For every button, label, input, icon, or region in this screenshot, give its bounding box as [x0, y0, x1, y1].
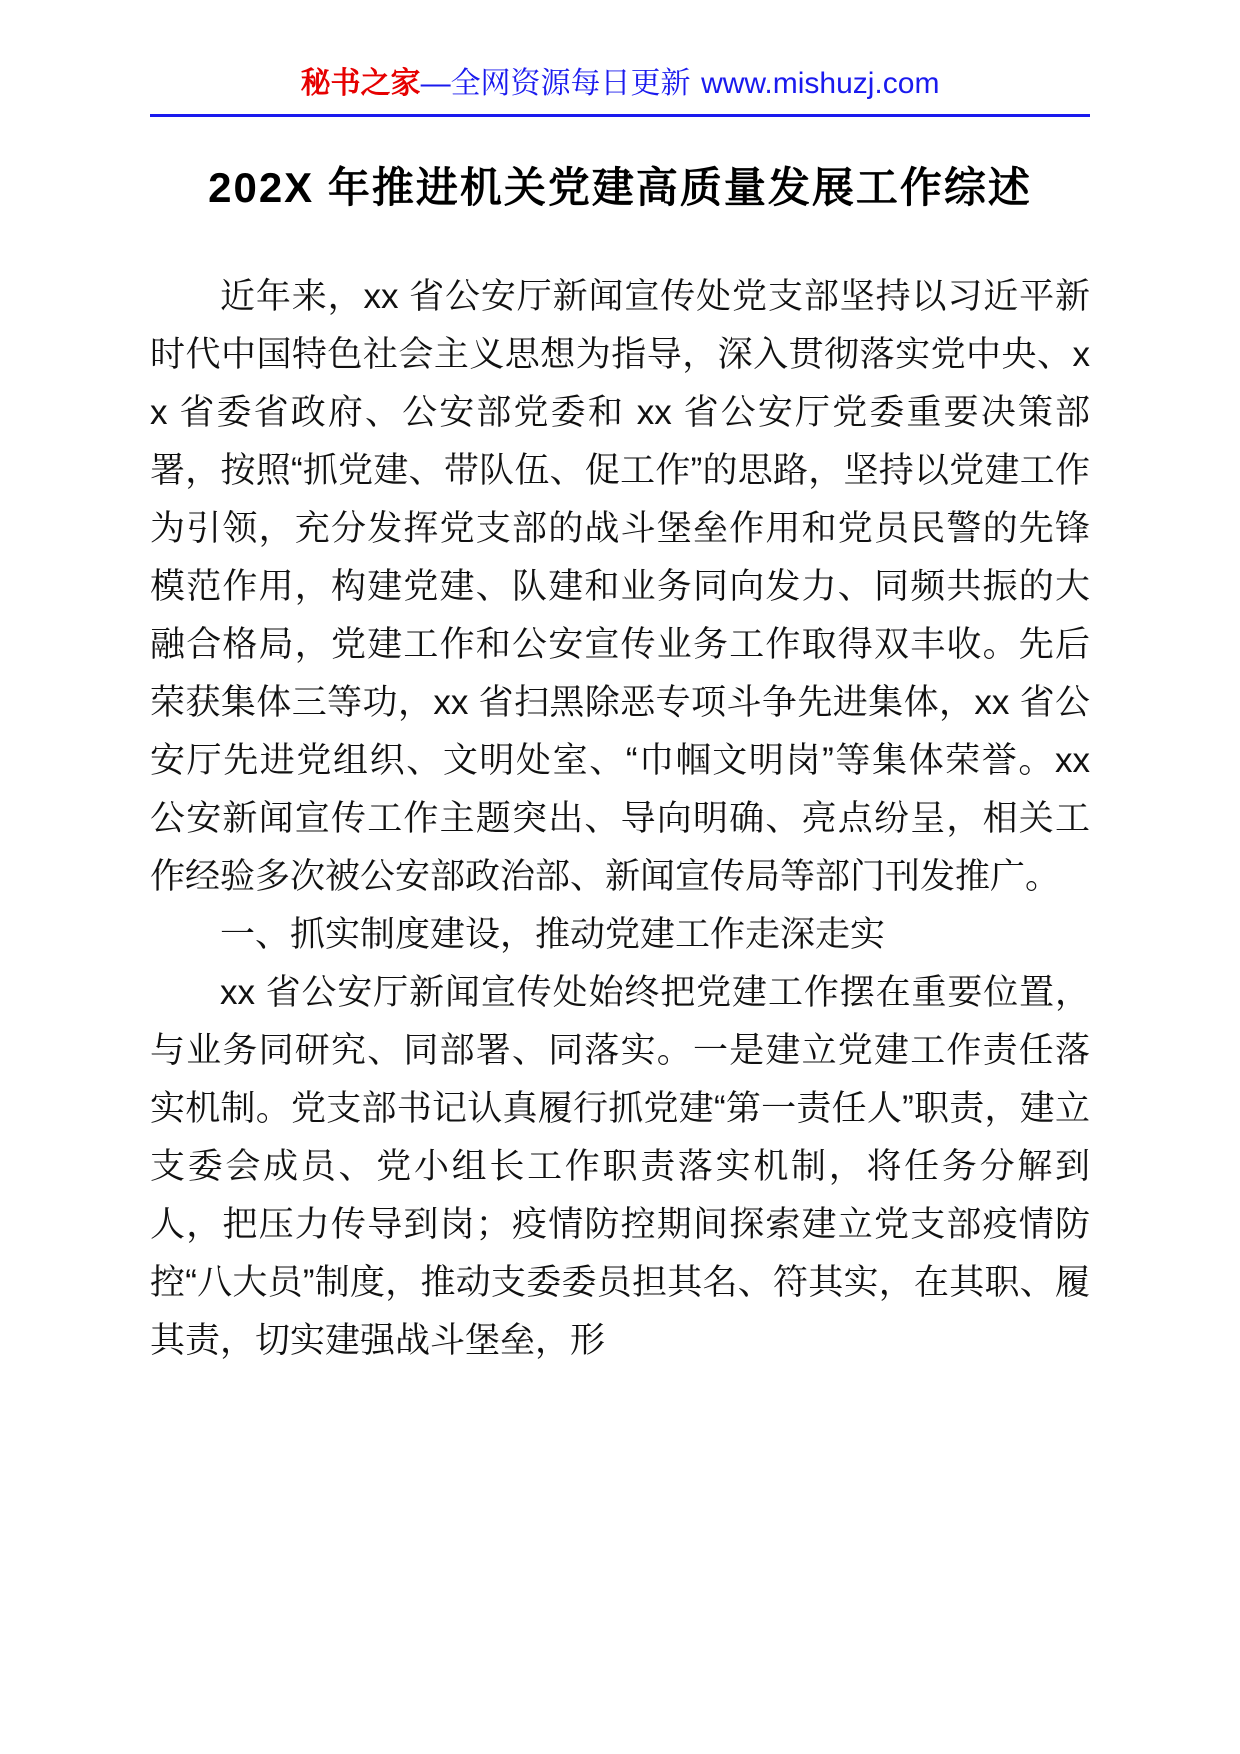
- paragraph-section-1: xx 省公安厅新闻宣传处始终把党建工作摆在重要位置，与业务同研究、同部署、同落实。一是建立党建工作责任落实机制。党支部书记认真履行抓党建“第一责任人”职责，建立支委会成员、党小组长工作职责落实机制，将任务分解到人，把压力传导到岗；疫情防控期间探索建立党支部疫情防控“八大员”制度，推动支委委员担其名、符其实，在其职、履其责，切实建强战斗堡垒，形: [150, 972, 1090, 1360]
- section-heading: 一、抓实制度建设，推动党建工作走深走实: [220, 914, 886, 954]
- document-title: 202X 年推进机关党建高质量发展工作综述: [208, 164, 1032, 211]
- site-tagline: —全网资源每日更新: [420, 67, 691, 100]
- site-brand: 秘书之家: [300, 67, 421, 100]
- document-body: [150, 268, 1090, 1370]
- paragraph-intro: 近年来，xx 省公安厅新闻宣传处党支部坚持以习近平新时代中国特色社会主义思想为指导，深入贯彻落实党中央、xx 省委省政府、公安部党委和 xx 省公安厅党委重要决策部署，按照“抓党建、带队伍、促工作”的思路，坚持以党建工作为引领，充分发挥党支部的战斗堡垒作用和党员民警的先锋模范作用，构建党建、队建和业务同向发力、同频共振的大融合格局，党建工作和公安宣传业务工作取得双丰收。先后荣获集体三等功，xx 省扫黑除恶专项斗争先进集体，xx 省公安厅先进党组织、文明处室、“巾帼文明岗”等集体荣誉。xx 公安新闻宣传工作主题突出、导向明确、亮点纷呈，相关工作经验多次被公安部政治部、新闻宣传局等部门刊发推广。: [150, 276, 1090, 896]
- page-header: [150, 58, 1090, 117]
- site-url: www.mishuzj.com: [701, 67, 940, 100]
